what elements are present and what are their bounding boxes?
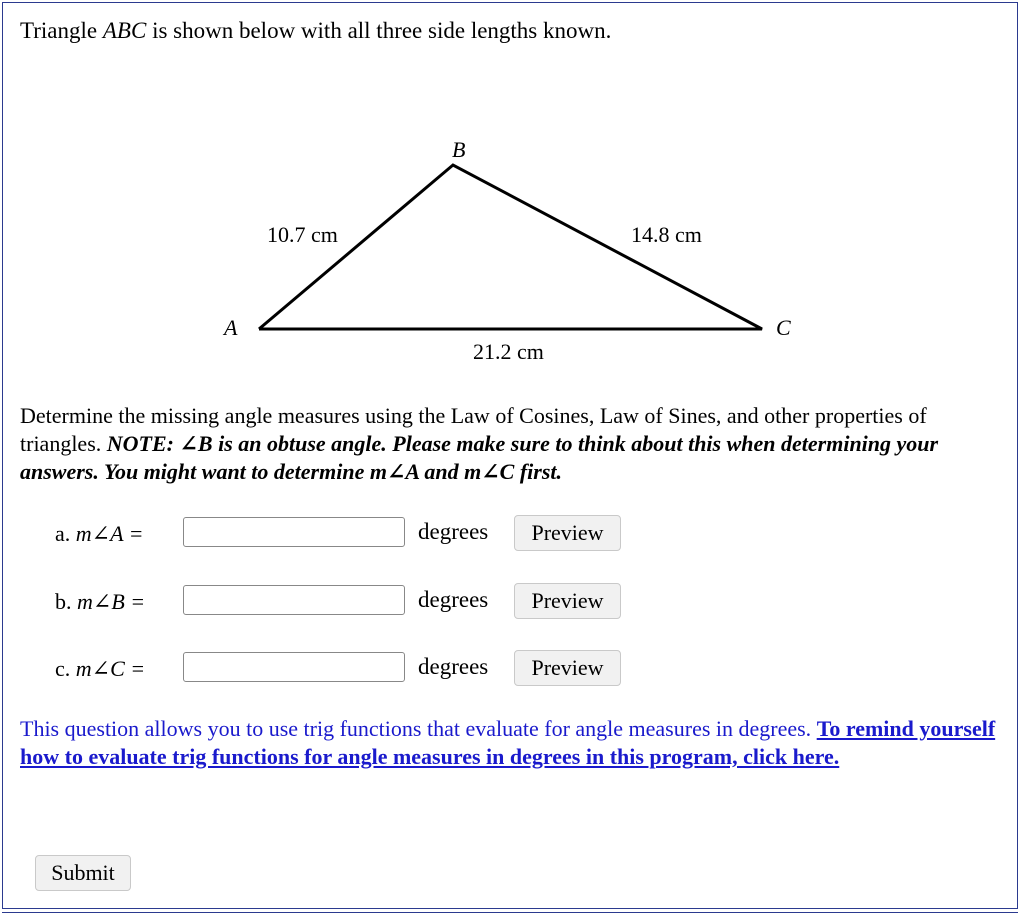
answer-row-c (0, 652, 1024, 686)
preview-b-button[interactable]: Preview (514, 583, 621, 619)
trig-help-link[interactable]: To remind yourself how to evaluate trig functions for angle measures in degrees in this program, click here. (20, 716, 996, 769)
answer-a-unit: degrees (418, 519, 489, 544)
answer-c-label: c. m∠C = (55, 656, 146, 681)
angle-c-input[interactable] (183, 652, 405, 682)
answer-a-label: a. m∠A = (55, 521, 144, 546)
preview-c-button[interactable]: Preview (514, 650, 621, 686)
answer-c-unit: degrees (418, 654, 489, 679)
angle-b-input[interactable] (183, 585, 405, 615)
answer-b-unit: degrees (418, 587, 489, 612)
trig-info: This question allows you to use trig functions that evaluate for angle measures in degrees. To remind yourself how to evaluate trig functions for angle measures in degrees in this program, click here. (20, 716, 996, 769)
side-bc-label: 14.8 cm (631, 222, 702, 247)
triangle-outline (259, 165, 762, 329)
angle-a-input[interactable] (183, 517, 405, 547)
preview-a-button[interactable]: Preview (514, 515, 621, 551)
bottom-rule (2, 908, 1018, 913)
answer-row-b (0, 585, 1024, 619)
vertex-a-label: A (224, 315, 238, 340)
vertex-b-label: B (452, 137, 466, 162)
side-ac-label: 21.2 cm (473, 339, 544, 364)
intro-text: Triangle ABC is shown below with all three side lengths known. (20, 18, 612, 43)
triangle-diagram (0, 0, 1024, 400)
vertex-c-label: C (776, 315, 791, 340)
side-ab-label: 10.7 cm (267, 222, 338, 247)
submit-button[interactable]: Submit (35, 855, 131, 891)
answer-row-a (0, 517, 1024, 551)
instructions: Determine the missing angle measures using the Law of Cosines, Law of Sines, and other properties of triangles. NOTE: ∠B is an obtuse angle. Please make sure to think about this when determining your answers. You might want to determine m∠A and m∠C first. (20, 403, 939, 484)
triangle-name: ABC (102, 18, 147, 43)
answer-b-label: b. m∠B = (55, 589, 146, 614)
